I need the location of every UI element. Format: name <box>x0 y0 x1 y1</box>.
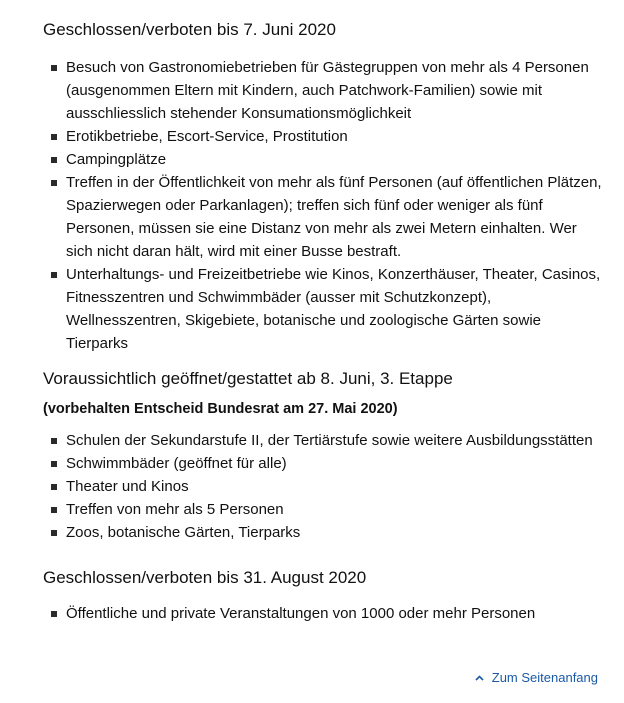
list-item <box>43 148 603 171</box>
list-item-text: Erotikbetriebe, Escort-Service, Prostitution <box>66 128 348 145</box>
list-item <box>43 475 603 498</box>
bullet-icon <box>51 461 57 467</box>
bullet-icon <box>51 484 57 490</box>
bullet-icon <box>51 65 57 71</box>
list-item-text: Besuch von Gastronomiebetrieben für Gästegruppen von mehr als 4 Personen (ausgenommen Eltern mit Kindern, auch Patchwork-Familien) sowie mit ausschliesslich stehender Konsumationsmöglichkeit <box>66 59 589 122</box>
list-item <box>43 429 603 452</box>
list-item-text: Öffentliche und private Veranstaltungen von 1000 oder mehr Personen <box>66 605 536 622</box>
bullet-icon <box>51 272 57 278</box>
bullet-icon <box>51 180 57 186</box>
list-item <box>43 171 603 263</box>
section-closed-until-august-31 <box>43 566 603 625</box>
back-to-top-link[interactable] <box>475 670 598 685</box>
bullet-icon <box>51 134 57 140</box>
list-item <box>43 263 603 355</box>
main-content <box>43 18 603 625</box>
section-heading: Geschlossen/verboten bis 31. August 2020 <box>43 568 367 587</box>
bullet-icon <box>51 157 57 163</box>
list-item <box>43 521 603 544</box>
bullet-list <box>43 429 603 544</box>
bullet-icon <box>51 530 57 536</box>
section-heading: Voraussichtlich geöffnet/gestattet ab 8. Juni, 3. Etappe <box>43 369 453 388</box>
bullet-list <box>43 56 603 355</box>
chevron-up-icon <box>475 675 484 681</box>
back-to-top-label: Zum Seitenanfang <box>491 670 598 685</box>
list-item <box>43 498 603 521</box>
list-item-text: Zoos, botanische Gärten, Tierparks <box>66 524 301 541</box>
list-item-text: Schulen der Sekundarstufe II, der Tertiärstufe sowie weitere Ausbildungsstätten <box>66 432 593 449</box>
bullet-icon <box>51 611 57 617</box>
list-item-text: Treffen von mehr als 5 Personen <box>66 501 284 518</box>
list-item <box>43 125 603 148</box>
bullet-list <box>43 602 603 625</box>
section-heading: Geschlossen/verboten bis 7. Juni 2020 <box>43 20 336 39</box>
list-item <box>43 56 603 125</box>
list-item <box>43 602 603 625</box>
bullet-icon <box>51 438 57 444</box>
section-closed-until-june-7 <box>43 18 603 355</box>
section-open-from-june-8 <box>43 367 603 544</box>
list-item-text: Unterhaltungs- und Freizeitbetriebe wie Kinos, Konzerthäuser, Theater, Casinos, Fitnesszentren und Schwimmbäder (ausser mit Schutzkonzept), Wellnesszentren, Skigebiete, botanische und zoologische Gärten sowie Tierparks <box>66 266 601 352</box>
bullet-icon <box>51 507 57 513</box>
list-item <box>43 452 603 475</box>
section-subheading: (vorbehalten Entscheid Bundesrat am 27. Mai 2020) <box>43 401 398 417</box>
list-item-text: Schwimmbäder (geöffnet für alle) <box>66 455 287 472</box>
list-item-text: Campingplätze <box>66 151 167 168</box>
list-item-text: Theater und Kinos <box>66 478 189 495</box>
list-item-text: Treffen in der Öffentlichkeit von mehr als fünf Personen (auf öffentlichen Plätzen, Spazierwegen oder Parkanlagen); treffen sich fünf oder weniger als fünf Personen, müssen sie eine Distanz von mehr als zwei Metern einhalten. Wer sich nicht daran hält, wird mit einer Busse bestraft. <box>66 174 602 260</box>
